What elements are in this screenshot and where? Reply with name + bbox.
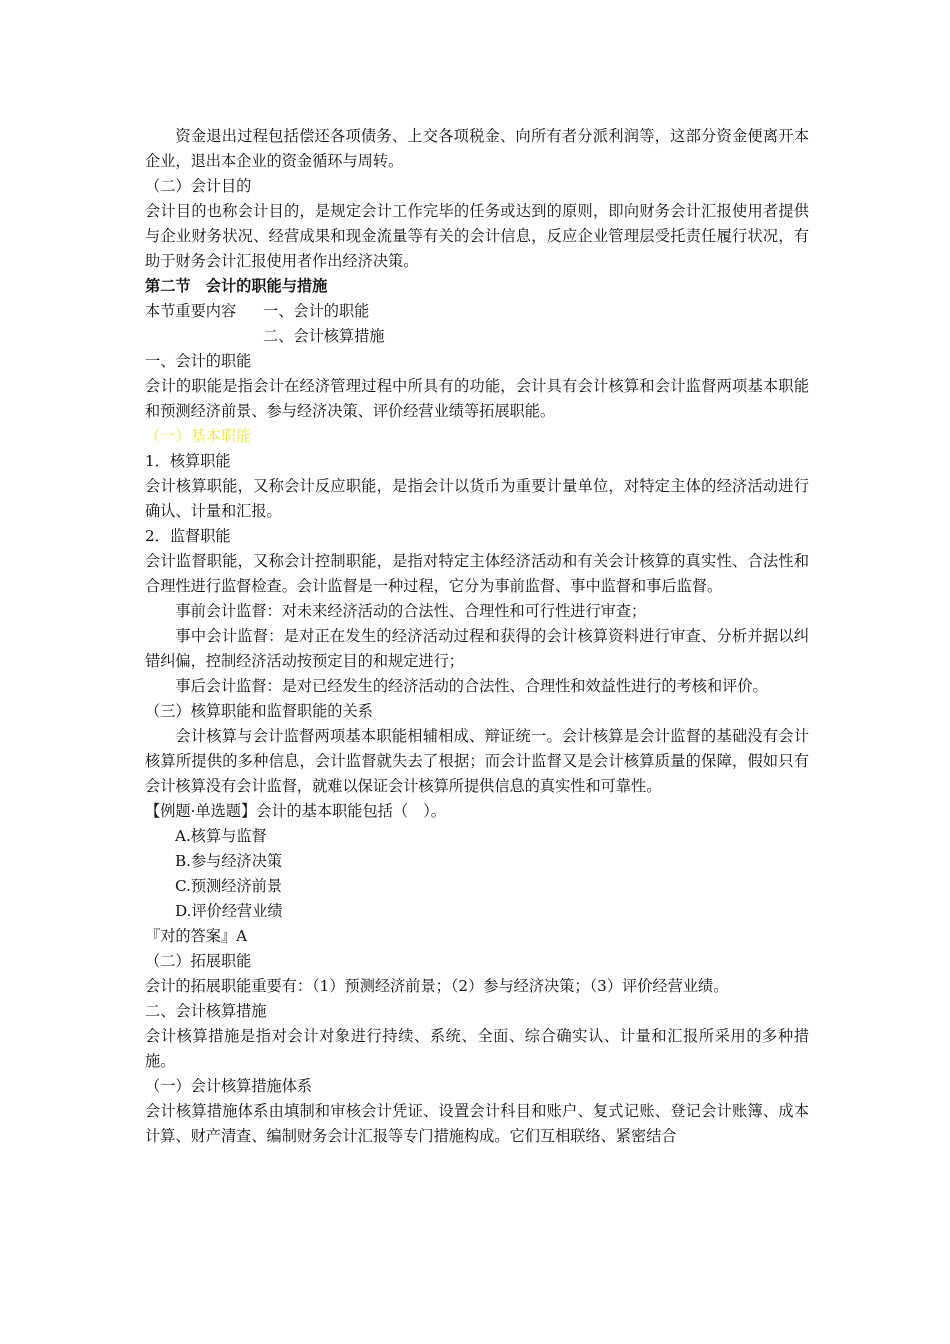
subheading-extended-functions: （二）拓展职能 (145, 952, 252, 970)
document-body (145, 124, 809, 1149)
paragraph-fund-exit: 资金退出过程包括偿还各项债务、上交各项税金、向所有者分派利润等，这部分资金便离开本企业，退出本企业的资金循环与周转。 (145, 127, 809, 170)
heading-functions: 一、会计的职能 (145, 352, 252, 370)
subheading-relationship: （三）核算职能和监督职能的关系 (145, 702, 373, 720)
section-title: 第二节 会计的职能与措施 (145, 277, 328, 295)
option-b: B.参与经济决策 (175, 852, 283, 870)
paragraph-functions: 会计的职能是指会计在经济管理过程中所具有的功能，会计具有会计核算和会计监督两项基本职能和预测经济前景、参与经济决策、评价经营业绩等拓展职能。 (145, 377, 809, 420)
section-contents-label: 本节重要内容 (145, 302, 237, 320)
heading-accounting-methods: 二、会计核算措施 (145, 1002, 267, 1020)
subheading-method-system: （一）会计核算措施体系 (145, 1077, 313, 1095)
paragraph-pre-supervision: 事前会计监督：对未来经济活动的合法性、合理性和可行性进行审查； (175, 602, 647, 620)
section-contents-item: 二、会计核算措施 (263, 327, 385, 345)
paragraph-method-system: 会计核算措施体系由填制和审核会计凭证、设置会计科目和账户、复式记账、登记会计账簿、成本计算、财产清查、编制财务会计汇报等专门措施构成。它们互相联络、紧密结合 (145, 1102, 809, 1145)
paragraph-accounting-goal: 会计目的也称会计目的，是规定会计工作完毕的任务或达到的原则，即向财务会计汇报使用者提供与企业财务状况、经营成果和现金流量等有关的会计信息，反应企业管理层受托责任履行状况，有助于财务会计汇报使用者作出经济决策。 (145, 202, 809, 270)
answer: 『对的答案』A (145, 927, 248, 945)
section-contents-items (263, 299, 385, 349)
paragraph-relationship: 会计核算与会计监督两项基本职能相辅相成、辩证统一。会计核算是会计监督的基础没有会计核算所提供的多种信息，会计监督就失去了根据；而会计监督又是会计核算质量的保障，假如只有会计核算没有会计监督，就难以保证会计核算所提供信息的真实性和可靠性。 (145, 727, 809, 795)
paragraph-accounting-methods: 会计核算措施是指对会计对象进行持续、系统、全面、综合确实认、计量和汇报所采用的多种措施。 (145, 1027, 809, 1070)
paragraph-accounting-function: 会计核算职能，又称会计反应职能，是指会计以货币为重要计量单位，对特定主体的经济活动进行确认、计量和汇报。 (145, 477, 809, 520)
option-c: C.预测经济前景 (175, 877, 283, 895)
section-contents (145, 299, 809, 349)
subheading-basic-functions: （一）基本职能 (145, 427, 252, 445)
item-accounting-function: 1．核算职能 (145, 452, 231, 470)
subheading-accounting-goal: （二）会计目的 (145, 177, 252, 195)
example-question: 【例题·单选题】会计的基本职能包括（ ）。 (145, 802, 446, 820)
paragraph-supervision-function: 会计监督职能，又称会计控制职能，是指对特定主体经济活动和有关会计核算的真实性、合法性和合理性进行监督检查。会计监督是一种过程，它分为事前监督、事中监督和事后监督。 (145, 552, 809, 595)
option-d: D.评价经营业绩 (175, 902, 283, 920)
paragraph-mid-supervision: 事中会计监督：是对正在发生的经济活动过程和获得的会计核算资料进行审查、分析并据以纠错纠偏，控制经济活动按预定目的和规定进行； (145, 627, 809, 670)
option-a: A.核算与监督 (175, 827, 267, 845)
item-supervision-function: 2．监督职能 (145, 527, 231, 545)
paragraph-extended-functions: 会计的拓展职能重要有：（1）预测经济前景；（2）参与经济决策；（3）评价经营业绩。 (145, 977, 729, 995)
section-contents-item: 一、会计的职能 (263, 302, 370, 320)
paragraph-post-supervision: 事后会计监督：是对已经发生的经济活动的合法性、合理性和效益性进行的考核和评价。 (175, 677, 768, 695)
